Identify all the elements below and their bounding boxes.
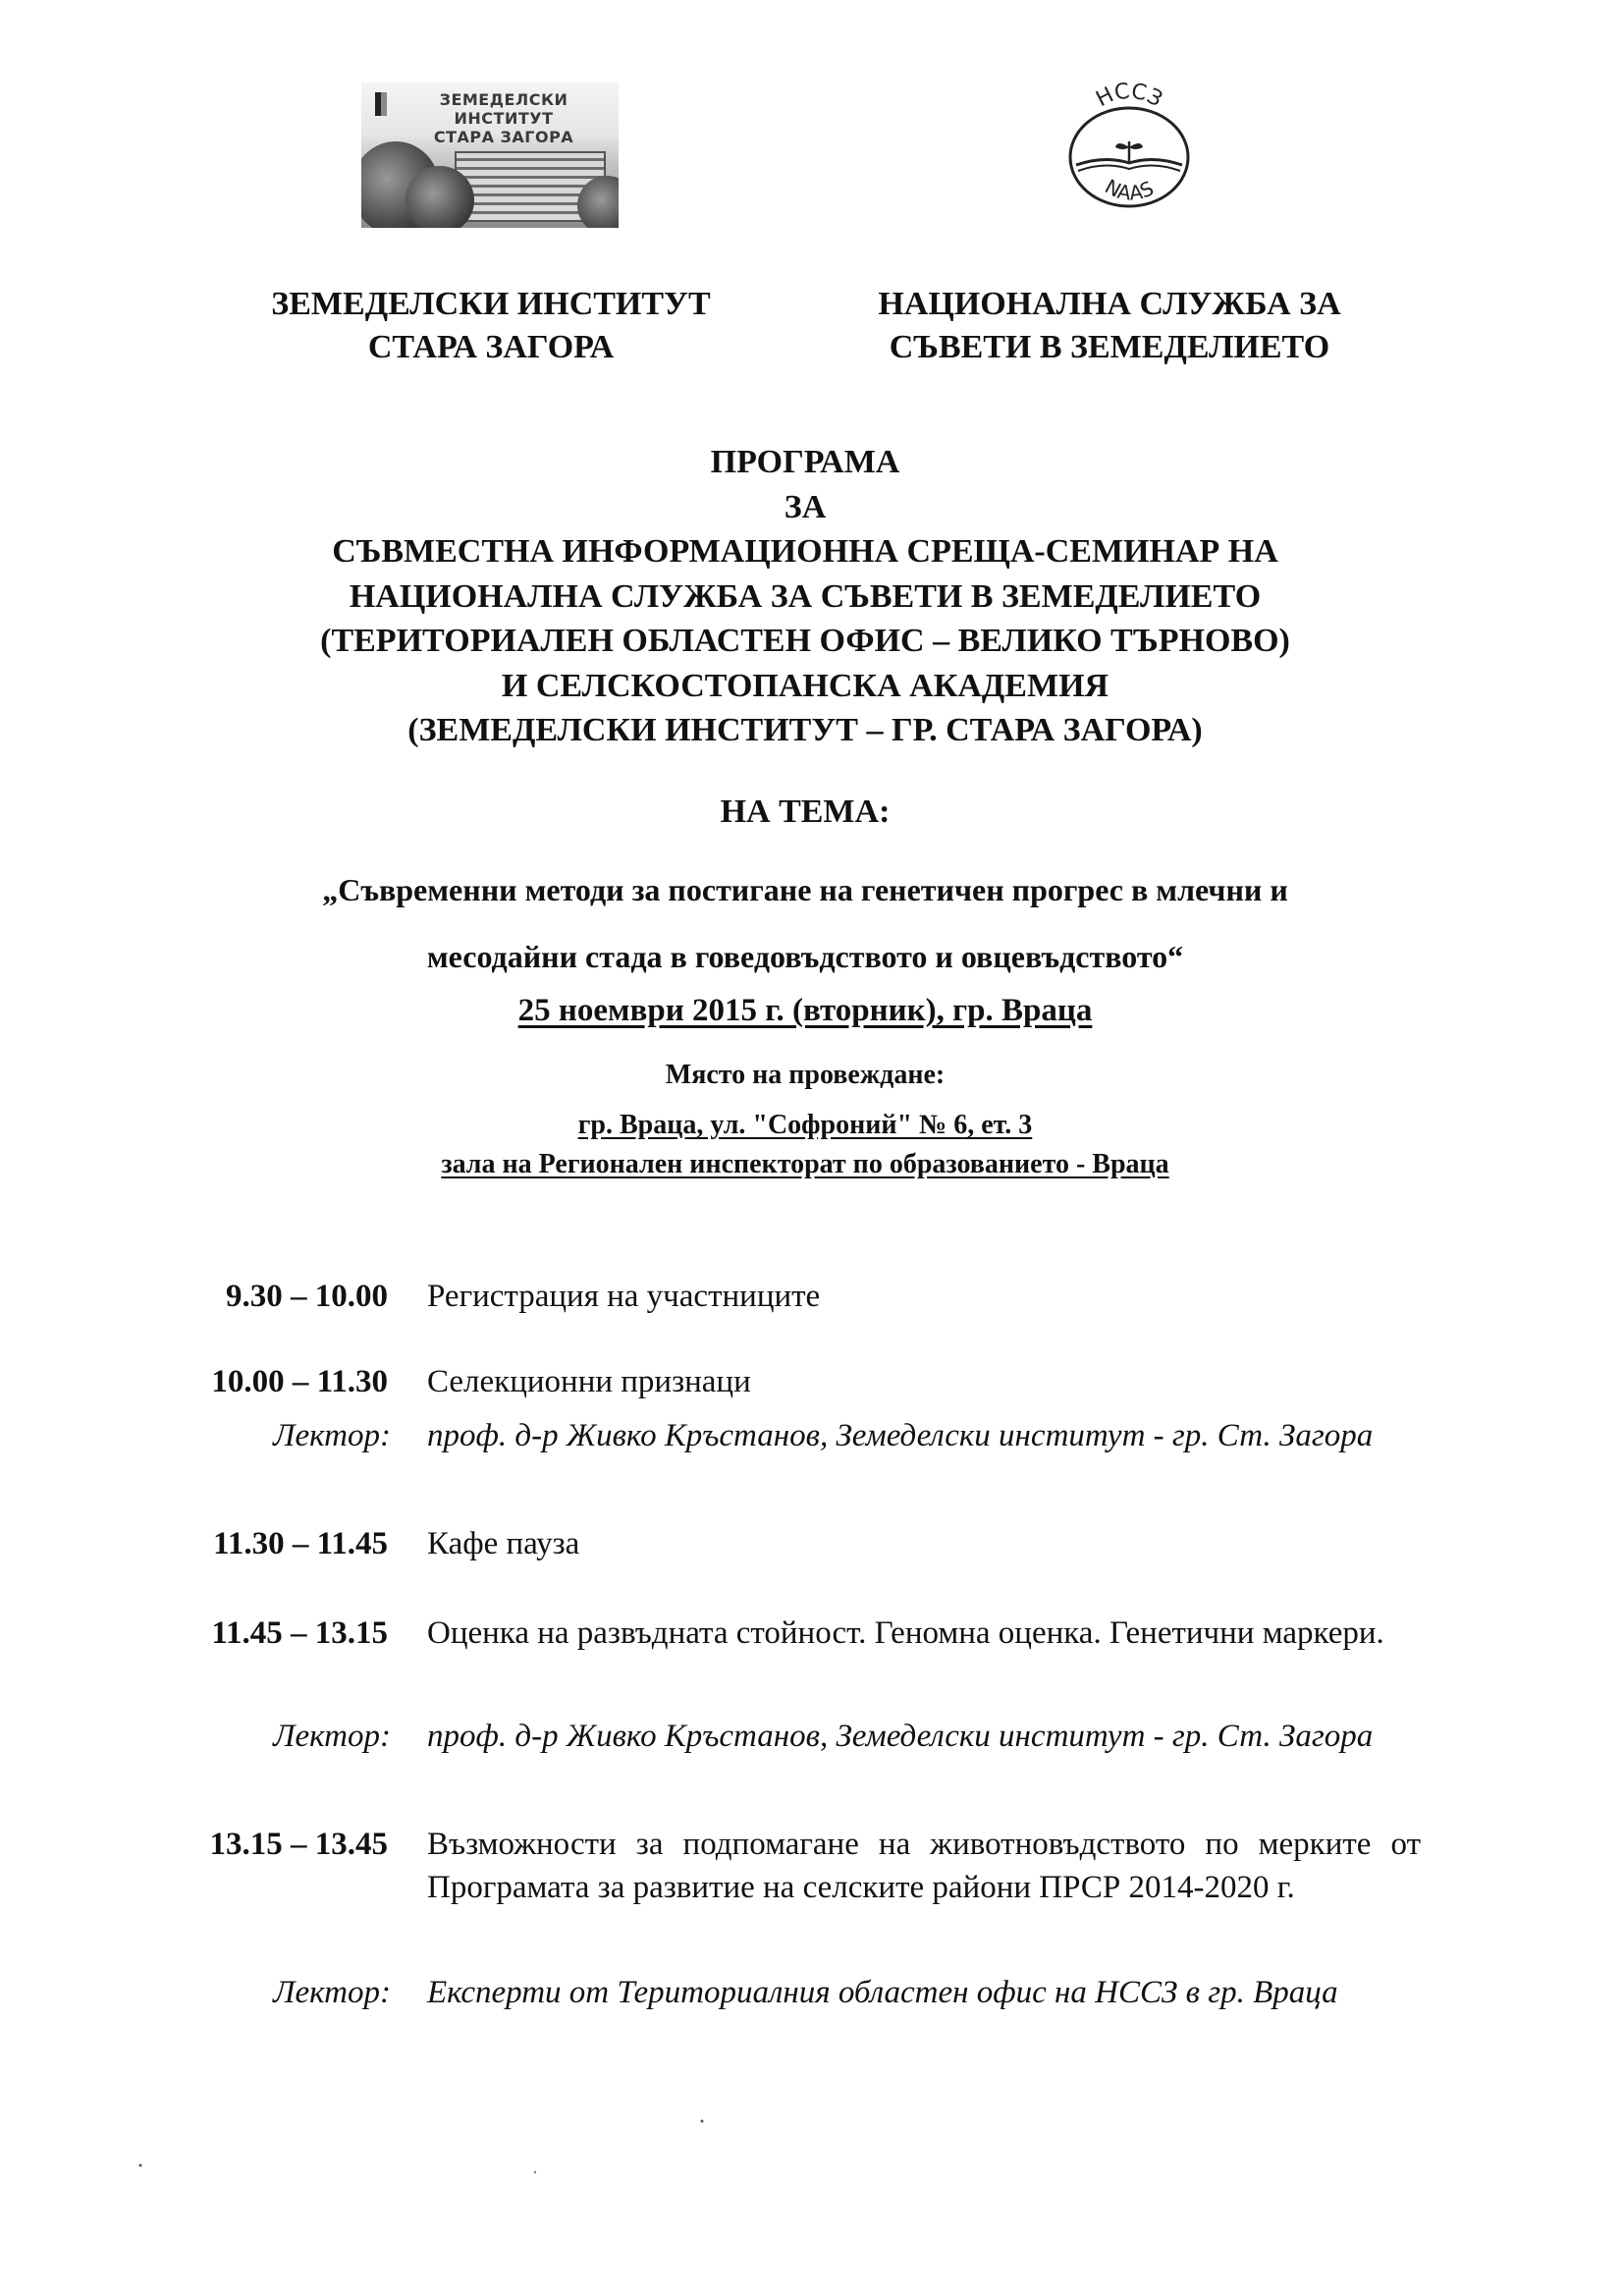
schedule-description: Регистрация на участниците (427, 1279, 821, 1314)
lecturer-name: проф. д-р Живко Кръстанов, Земеделски институт - гр. Ст. Загора (427, 1418, 1374, 1453)
schedule-description: Кафе пауза (427, 1526, 580, 1561)
naas-logo-bottom-text: NAAS (1101, 174, 1158, 205)
seminar-topic: „Съвременни методи за постигане на генетичен прогрес в млечни и месодайни стада в говедовъдството и овцевъдството“ (322, 872, 1288, 974)
venue-label: Място на провеждане: (665, 1060, 946, 1090)
schedule-time: 11.45 – 13.15 (211, 1615, 388, 1651)
schedule-description: Оценка на развъдната стойност. Геномна оценка. Генетични маркери. (427, 1615, 1384, 1651)
program-title: ПРОГРАМА ЗА СЪВМЕСТНА ИНФОРМАЦИОННА СРЕЩА-СЕМИНАР НА НАЦИОНАЛНА СЛУЖБА ЗА СЪВЕТИ В ЗЕМЕДЕЛИЕТО (ТЕРИТОРИАЛЕН ОБЛАСТЕН ОФИС – ВЕЛИКО ТЪРНОВО) И СЕЛСКОСТОПАНСКА АКАДЕМИЯ (ЗЕМЕДЕЛСКИ ИНСТИТУТ – ГР. СТАРА ЗАГОРА) (320, 444, 1290, 748)
schedule-time: 13.15 – 13.45 (209, 1827, 388, 1862)
logo-caption: ЗЕМЕДЕЛСКИ ИНСТИТУТ СТАРА ЗАГОРА (433, 90, 574, 146)
institute-name: ЗЕМЕДЕЛСКИ ИНСТИТУТ СТАРА ЗАГОРА (271, 286, 711, 365)
schedule-description: Възможности за подпомагане на животновъдството по мерките от Програмата за развитие на селските райони ПРСР 2014-2020 г. (427, 1827, 1421, 1905)
schedule-time: 11.30 – 11.45 (213, 1526, 388, 1561)
schedule-description: Селекционни признаци (427, 1364, 751, 1399)
naas-name: НАЦИОНАЛНА СЛУЖБА ЗА СЪВЕТИ В ЗЕМЕДЕЛИЕТО (878, 286, 1341, 365)
schedule-time: 9.30 – 10.00 (226, 1279, 388, 1314)
event-date: 25 ноември 2015 г. (вторник), гр. Враца (517, 993, 1093, 1028)
lecturer-name: Експерти от Териториалния областен офис на НССЗ в гр. Враца (427, 1975, 1338, 2010)
lecturer-label: Лектор: (273, 1975, 391, 2010)
schedule-time: 10.00 – 11.30 (211, 1364, 388, 1399)
venue-address: гр. Враца, ул. "Софроний" № 6, ет. 3 зала на Регионален инспекторат по образованието - Враца (441, 1110, 1169, 1179)
lecturer-name: проф. д-р Живко Кръстанов, Земеделски институт - гр. Ст. Загора (427, 1719, 1374, 1754)
naas-logo-top-text: НССЗ (1092, 82, 1166, 113)
lecturer-label: Лектор: (273, 1719, 391, 1754)
topic-heading: НА ТЕМА: (720, 793, 891, 830)
lecturer-label: Лектор: (273, 1418, 391, 1453)
